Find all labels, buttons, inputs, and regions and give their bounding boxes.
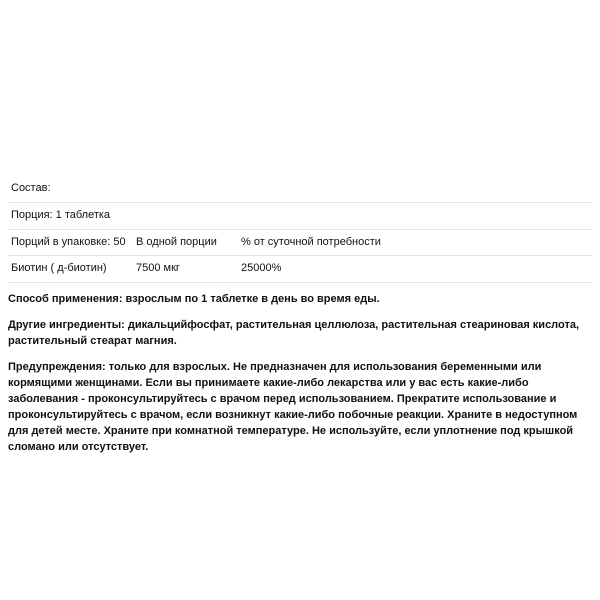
table-row [8,256,592,283]
serving-size-spacer-2 [238,202,592,229]
composition-label: Состав: [8,176,133,202]
servings-per-container: Порций в упаковке: 50 [8,229,133,256]
directions-text: Способ применения: взрослым по 1 таблетке в день во время еды. [8,293,380,305]
nutrient-name: Биотин ( д-биотин) [8,256,133,283]
label-content [8,176,592,455]
table-header-row [8,229,592,256]
serving-size: Порция: 1 таблетка [8,202,133,229]
table-row [8,176,592,202]
label-paragraphs [8,292,592,455]
nutrient-daily-value: 25000% [238,256,592,283]
composition-spacer [133,176,238,202]
warnings-text: Предупреждения: только для взрослых. Не предназначен для использования беременными или кормящими женщинами. Если вы принимаете какие-либо лекарства или у вас есть какие-либо заболевания - проконсультируйтесь с врачом перед использованием. Прекратите использование и проконсультируйтесь с врачом, если возникнут какие-либо побочные реакции. Храните в недоступном для детей месте. Храните при комнатной температуре. Не используйте, если уплотнение под крышкой сломано или отсутствует. [8,360,578,453]
column-header-daily-value: % от суточной потребности [238,229,592,256]
nutrient-amount: 7500 мкг [133,256,238,283]
supplement-facts-table [8,176,592,283]
serving-size-spacer [133,202,238,229]
table-row [8,202,592,229]
other-ingredients-text: Другие ингредиенты: дикальцийфосфат, растительная целлюлоза, растительная стеариновая кислота, растительный стеарат магния. [8,318,580,347]
composition-spacer-2 [238,176,592,202]
column-header-amount: В одной порции [133,229,238,256]
